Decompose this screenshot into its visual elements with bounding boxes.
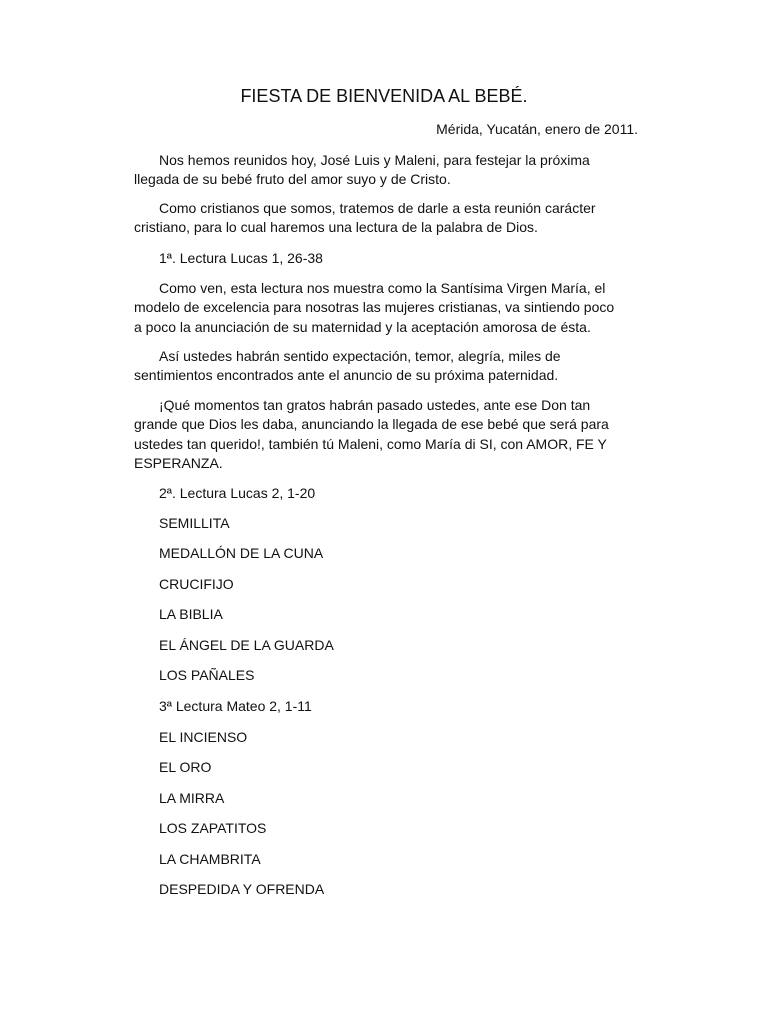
list-item: DESPEDIDA Y OFRENDA — [159, 881, 325, 897]
paragraph-expectation: Así ustedes habrán sentido expectación, temor, alegría, miles de sentimientos encontrados ante el anuncio de su próxima paternidad. — [134, 348, 561, 384]
list-item: MEDALLÓN DE LA CUNA — [159, 545, 324, 561]
paragraph-christian: Como cristianos que somos, tratemos de darle a esta reunión carácter cristiano, para lo cual haremos una lectura de la palabra de Dios. — [134, 200, 596, 236]
list-item: SEMILLITA — [159, 515, 230, 531]
list-item: CRUCIFIJO — [159, 576, 234, 592]
list-item: EL ÁNGEL DE LA GUARDA — [159, 637, 334, 653]
paragraph-first-reading: 1ª. Lectura Lucas 1, 26-38 — [159, 250, 323, 266]
paragraph-intro: Nos hemos reunidos hoy, José Luis y Maleni, para festejar la próxima llegada de su bebé fruto del amor suyo y de Cristo. — [134, 152, 590, 188]
document-title: FIESTA DE BIENVENIDA AL BEBÉ. — [240, 86, 528, 106]
list-item: LA MIRRA — [159, 790, 225, 806]
list-item: EL INCIENSO — [159, 729, 248, 745]
list-item: 3ª Lectura Mateo 2, 1-11 — [159, 698, 312, 714]
list-item: LA BIBLIA — [159, 606, 223, 622]
list-item: LOS PAÑALES — [159, 667, 255, 683]
paragraph-gratitude: ¡Qué momentos tan gratos habrán pasado ustedes, ante ese Don tan grande que Dios les daba, anunciando la llegada de ese bebé que será para ustedes tan querido!, también tú Maleni, como María di SI, con AMOR, FE Y ESPERANZA. — [134, 397, 609, 471]
list-item: LOS ZAPATITOS — [159, 820, 267, 836]
document-date: Mérida, Yucatán, enero de 2011. — [436, 121, 638, 137]
list-item: LA CHAMBRITA — [159, 851, 261, 867]
list-item: 2ª. Lectura Lucas 2, 1-20 — [159, 485, 316, 501]
list-item: EL ORO — [159, 759, 212, 775]
paragraph-virgin-mary: Como ven, esta lectura nos muestra como la Santísima Virgen María, el modelo de excelencia para nosotras las mujeres cristianas, va sintiendo poco a poco la anunciación de su maternidad y la aceptación amorosa de ésta. — [134, 280, 615, 335]
